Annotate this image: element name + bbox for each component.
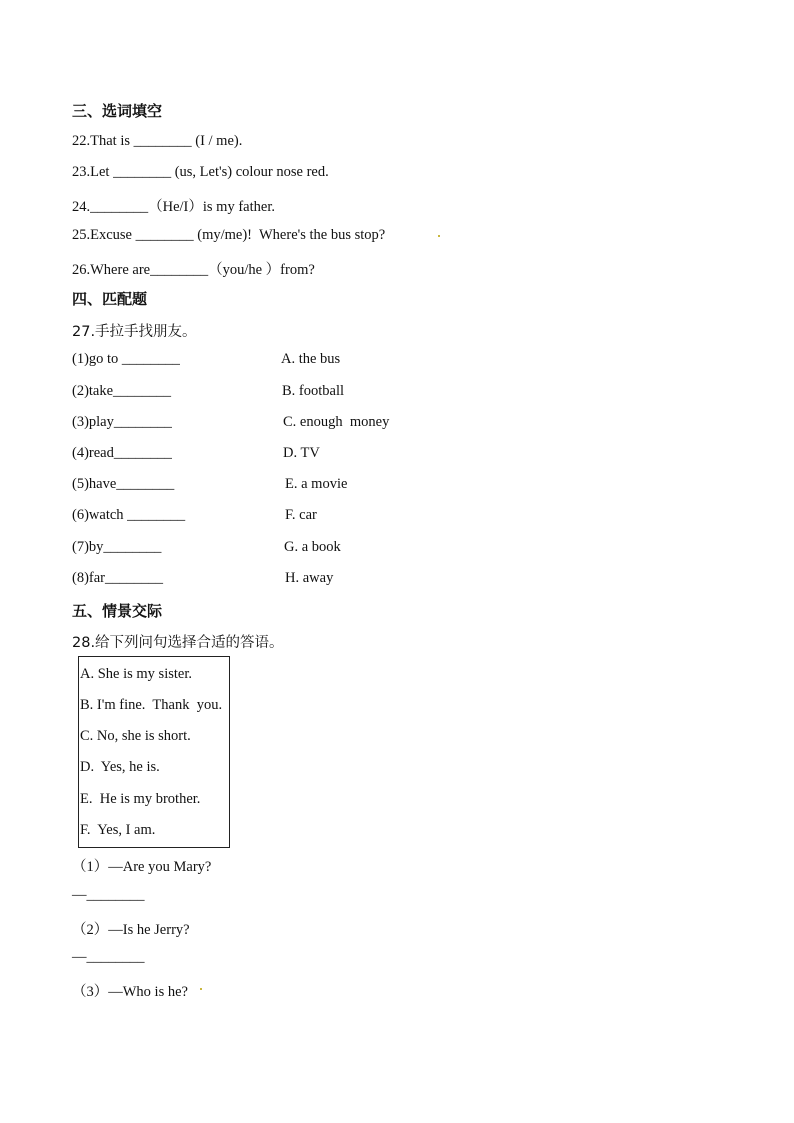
dialog-answer-2: —________ (72, 949, 145, 965)
match-right-g: G. a book (284, 539, 341, 555)
option-d: D. Yes, he is. (80, 759, 160, 775)
option-e: E. He is my brother. (80, 791, 201, 807)
option-a: A. She is my sister. (80, 666, 192, 682)
question-28: 28.给下列问句选择合适的答语。 (72, 635, 284, 651)
match-right-f: F. car (285, 507, 317, 523)
question-27: 27.手拉手找朋友。 (72, 324, 197, 340)
option-b: B. I'm fine. Thank you. (80, 697, 223, 713)
match-left-2: (2)take________ (72, 383, 172, 399)
match-right-a: A. the bus (281, 351, 341, 367)
stray-dot (438, 235, 440, 237)
option-f: F. Yes, I am. (80, 822, 156, 838)
question-23: 23.Let ________ (us, Let's) colour nose red. (72, 164, 329, 180)
dialog-question-3: （3）—Who is he? (72, 984, 188, 1000)
dialog-answer-1: —________ (72, 887, 145, 903)
match-right-b: B. football (282, 383, 345, 399)
question-22: 22.That is ________ (I / me). (72, 133, 243, 149)
match-left-8: (8)far________ (72, 570, 164, 586)
question-26: 26.Where are________（you/he ）from? (72, 262, 315, 278)
match-left-4: (4)read________ (72, 445, 172, 461)
answer-options-box (78, 656, 230, 848)
dialog-question-2: （2）—Is he Jerry? (72, 922, 190, 938)
match-left-5: (5)have________ (72, 476, 175, 492)
match-left-3: (3)play________ (72, 414, 172, 430)
question-25: 25.Excuse ________ (my/me)! Where's the bus stop? (72, 227, 386, 243)
match-right-h: H. away (285, 570, 334, 586)
question-24: 24.________（He/I）is my father. (72, 199, 275, 215)
section-heading-3: 三、选词填空 (72, 102, 163, 120)
dialog-question-1: （1）—Are you Mary? (72, 859, 212, 875)
match-left-1: (1)go to ________ (72, 351, 180, 367)
option-c: C. No, she is short. (80, 728, 191, 744)
stray-dot (200, 988, 202, 990)
match-right-c: C. enough money (283, 414, 390, 430)
section-heading-4: 四、匹配题 (72, 290, 148, 308)
match-left-6: (6)watch ________ (72, 507, 186, 523)
match-right-e: E. a movie (285, 476, 348, 492)
section-heading-5: 五、情景交际 (72, 602, 163, 620)
match-left-7: (7)by________ (72, 539, 162, 555)
match-right-d: D. TV (283, 445, 320, 461)
